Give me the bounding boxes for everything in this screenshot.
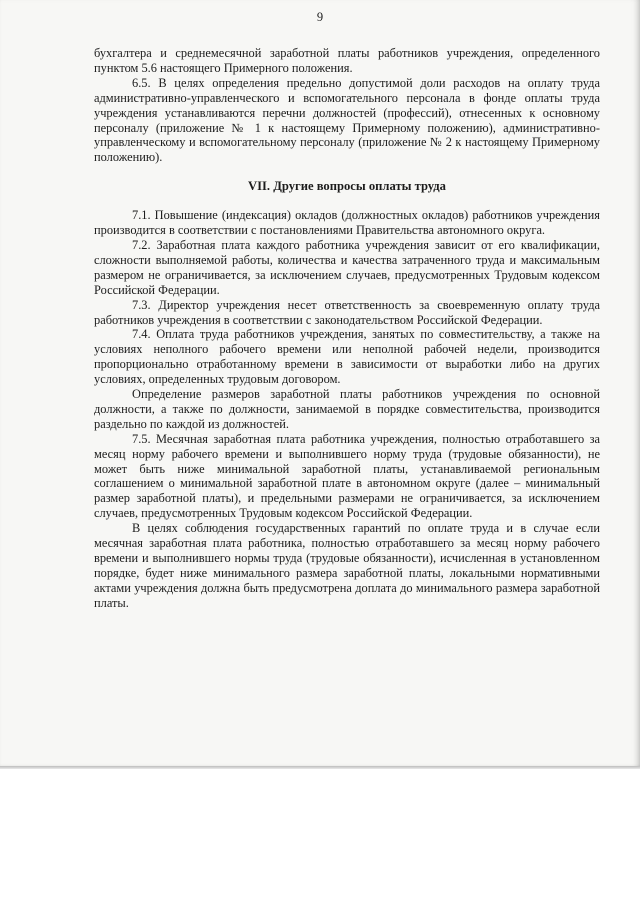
page-number: 9 [316, 10, 324, 24]
paragraph-6-5: 6.5. В целях определения предельно допустимой доли расходов на оплату труда административно-управленческого и вспомогательного персонала в фонде оплаты труда учреждения устанавливаются перечни должностей (профессий), отнесенных к основному персоналу (приложение № 1 к настоящему Примерному положению), административно-управленческому и вспомогательному персоналу (приложение № 2 к настоящему Примерному положению). [94, 75, 600, 165]
paragraph-7-4-continued: Определение размеров заработной платы работников учреждения по основной должности, а также по должности, занимаемой в порядке совместительства, производится раздельно по каждой из должностей. [94, 387, 600, 431]
paragraph-7-5: 7.5. Месячная заработная плата работника учреждения, полностью отработавшего за месяц норму рабочего времени и выполнившего норму труда (трудовые обязанности), не может быть ниже минимальной заработной платы, устанавливаемой региональным соглашением о минимальной заработной плате в автономном округе (далее – минимальный размер заработной платы), и предельными размерами не ограничивается, за исключением случаев, предусмотренных Трудовым кодексом Российской Федерации. [94, 431, 600, 521]
paragraph-7-3: 7.3. Директор учреждения несет ответственность за своевременную оплату труда работников учреждения в соответствии с законодательством Российской Федерации. [94, 297, 600, 327]
document-body [94, 46, 600, 611]
paragraph-7-4: 7.4. Оплата труда работников учреждения, занятых по совместительству, а также на условиях неполного рабочего времени или неполной рабочей недели, производится пропорционально отработанному времени в зависимости от выработки либо на других условиях, определенных трудовым договором. [94, 327, 600, 387]
paragraph-7-2: 7.2. Заработная плата каждого работника учреждения зависит от его квалификации, сложности выполняемой работы, количества и качества затраченного труда и максимальным размером не ограничивается, за исключением случаев, предусмотренных Трудовым кодексом Российской Федерации. [94, 237, 600, 297]
paragraph-7-1: 7.1. Повышение (индексация) окладов (должностных окладов) работников учреждения производится в соответствии с постановлениями Правительства автономного округа. [94, 208, 600, 238]
blank-area [0, 769, 640, 905]
paragraph-continuation: бухгалтера и среднемесячной заработной платы работников учреждения, определенного пунктом 5.6 настоящего Примерного положения. [94, 46, 600, 75]
section-heading: VII. Другие вопросы оплаты труда [248, 179, 446, 194]
paragraph-7-5-continued: В целях соблюдения государственных гарантий по оплате труда и в случае если месячная заработная плата работника, полностью отработавшего за месяц норму рабочего времени и выполнившего нормы труда (трудовые обязанности), исчисленная в установленном порядке, будет ниже минимального размера заработной платы, локальными нормативными актами учреждения должна быть предусмотрена доплата до минимального размера заработной платы. [94, 521, 600, 610]
